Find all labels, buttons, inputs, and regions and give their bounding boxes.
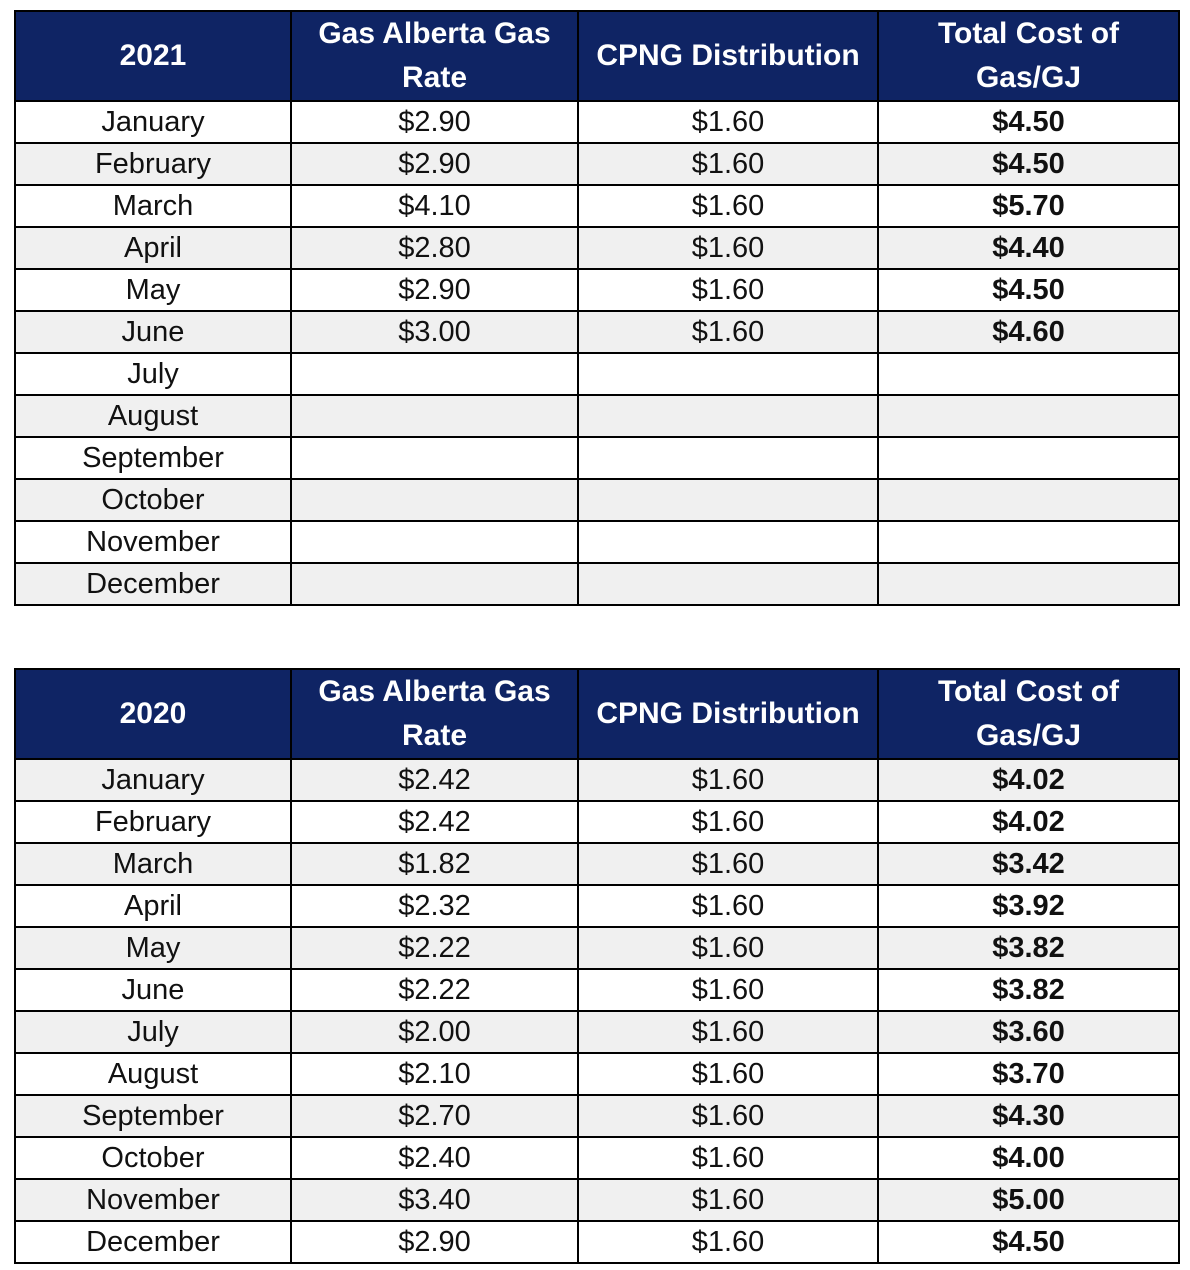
total-cost-cell: $4.60 xyxy=(878,311,1179,353)
total-cost-cell xyxy=(878,521,1179,563)
total-cost-header: Total Cost of Gas/GJ xyxy=(878,669,1179,759)
month-cell: May xyxy=(15,927,291,969)
distribution-cell: $1.60 xyxy=(578,1137,878,1179)
gas-rate-cell: $2.00 xyxy=(291,1011,578,1053)
gas-cost-table-2020 xyxy=(14,668,1180,1264)
table-row xyxy=(15,437,1179,479)
gas-rate-cell: $3.00 xyxy=(291,311,578,353)
gas-rate-cell: $2.32 xyxy=(291,885,578,927)
table-row xyxy=(15,885,1179,927)
total-cost-cell: $4.30 xyxy=(878,1095,1179,1137)
distribution-cell: $1.60 xyxy=(578,969,878,1011)
table-row xyxy=(15,927,1179,969)
gas-rate-cell: $2.90 xyxy=(291,269,578,311)
gas-rate-cell: $2.40 xyxy=(291,1137,578,1179)
total-cost-cell: $4.40 xyxy=(878,227,1179,269)
gas-rate-cell xyxy=(291,353,578,395)
total-cost-cell xyxy=(878,395,1179,437)
distribution-cell: $1.60 xyxy=(578,227,878,269)
gas-rate-cell xyxy=(291,521,578,563)
gas-rate-cell xyxy=(291,479,578,521)
distribution-cell: $1.60 xyxy=(578,185,878,227)
distribution-cell xyxy=(578,353,878,395)
gas-rate-cell: $2.22 xyxy=(291,927,578,969)
gas-rate-cell: $2.90 xyxy=(291,143,578,185)
table-header-row xyxy=(15,669,1179,759)
gas-rate-cell: $3.40 xyxy=(291,1179,578,1221)
table-row xyxy=(15,563,1179,605)
distribution-cell: $1.60 xyxy=(578,269,878,311)
distribution-cell: $1.60 xyxy=(578,759,878,801)
table-row xyxy=(15,1053,1179,1095)
total-cost-cell: $4.02 xyxy=(878,801,1179,843)
gas-rate-cell: $2.80 xyxy=(291,227,578,269)
total-cost-header: Total Cost of Gas/GJ xyxy=(878,11,1179,101)
month-cell: April xyxy=(15,885,291,927)
month-cell: February xyxy=(15,801,291,843)
total-cost-cell: $4.50 xyxy=(878,143,1179,185)
gas-rate-cell xyxy=(291,563,578,605)
table-row xyxy=(15,479,1179,521)
month-cell: July xyxy=(15,353,291,395)
table-row xyxy=(15,1095,1179,1137)
table-row xyxy=(15,1137,1179,1179)
distribution-cell: $1.60 xyxy=(578,101,878,143)
gas-rate-cell: $2.42 xyxy=(291,759,578,801)
table-row xyxy=(15,311,1179,353)
table-header-row xyxy=(15,11,1179,101)
table-row xyxy=(15,1221,1179,1263)
month-cell: August xyxy=(15,395,291,437)
gas-rate-cell: $2.90 xyxy=(291,1221,578,1263)
total-cost-cell: $4.50 xyxy=(878,101,1179,143)
distribution-cell xyxy=(578,479,878,521)
distribution-cell xyxy=(578,521,878,563)
distribution-cell: $1.60 xyxy=(578,1053,878,1095)
distribution-cell: $1.60 xyxy=(578,143,878,185)
distribution-cell: $1.60 xyxy=(578,801,878,843)
table-row xyxy=(15,1179,1179,1221)
total-cost-cell: $3.82 xyxy=(878,969,1179,1011)
month-cell: October xyxy=(15,1137,291,1179)
month-cell: June xyxy=(15,969,291,1011)
gas-rate-cell xyxy=(291,395,578,437)
table-row xyxy=(15,759,1179,801)
gas-rate-cell: $1.82 xyxy=(291,843,578,885)
month-cell: November xyxy=(15,521,291,563)
month-cell: November xyxy=(15,1179,291,1221)
total-cost-cell xyxy=(878,479,1179,521)
month-cell: January xyxy=(15,759,291,801)
distribution-header: CPNG Distribution xyxy=(578,11,878,101)
month-cell: December xyxy=(15,1221,291,1263)
table-row xyxy=(15,801,1179,843)
distribution-cell: $1.60 xyxy=(578,1179,878,1221)
table-row xyxy=(15,227,1179,269)
distribution-cell: $1.60 xyxy=(578,1221,878,1263)
total-cost-cell: $3.60 xyxy=(878,1011,1179,1053)
month-cell: March xyxy=(15,843,291,885)
table-row xyxy=(15,395,1179,437)
distribution-header: CPNG Distribution xyxy=(578,669,878,759)
table-row xyxy=(15,353,1179,395)
month-cell: July xyxy=(15,1011,291,1053)
month-cell: September xyxy=(15,1095,291,1137)
month-cell: August xyxy=(15,1053,291,1095)
gas-rate-cell: $2.10 xyxy=(291,1053,578,1095)
gas-rate-header: Gas Alberta Gas Rate xyxy=(291,11,578,101)
total-cost-cell: $3.92 xyxy=(878,885,1179,927)
month-cell: May xyxy=(15,269,291,311)
table-row xyxy=(15,969,1179,1011)
gas-rate-cell: $2.90 xyxy=(291,101,578,143)
total-cost-cell xyxy=(878,353,1179,395)
month-cell: January xyxy=(15,101,291,143)
distribution-cell xyxy=(578,563,878,605)
month-cell: September xyxy=(15,437,291,479)
distribution-cell: $1.60 xyxy=(578,311,878,353)
month-cell: December xyxy=(15,563,291,605)
total-cost-cell: $4.50 xyxy=(878,269,1179,311)
gas-rate-header: Gas Alberta Gas Rate xyxy=(291,669,578,759)
total-cost-cell: $5.00 xyxy=(878,1179,1179,1221)
month-cell: April xyxy=(15,227,291,269)
table-row xyxy=(15,843,1179,885)
month-cell: October xyxy=(15,479,291,521)
table-row xyxy=(15,269,1179,311)
total-cost-cell xyxy=(878,437,1179,479)
distribution-cell: $1.60 xyxy=(578,1011,878,1053)
distribution-cell: $1.60 xyxy=(578,1095,878,1137)
total-cost-cell: $3.82 xyxy=(878,927,1179,969)
table-row xyxy=(15,143,1179,185)
table-row xyxy=(15,185,1179,227)
total-cost-cell xyxy=(878,563,1179,605)
table-row xyxy=(15,101,1179,143)
gas-rate-cell: $4.10 xyxy=(291,185,578,227)
month-cell: June xyxy=(15,311,291,353)
table-row xyxy=(15,521,1179,563)
distribution-cell xyxy=(578,395,878,437)
month-cell: February xyxy=(15,143,291,185)
gas-rate-cell xyxy=(291,437,578,479)
total-cost-cell: $5.70 xyxy=(878,185,1179,227)
total-cost-cell: $3.70 xyxy=(878,1053,1179,1095)
distribution-cell xyxy=(578,437,878,479)
month-cell: March xyxy=(15,185,291,227)
table-row xyxy=(15,1011,1179,1053)
total-cost-cell: $4.50 xyxy=(878,1221,1179,1263)
gas-cost-table-2021 xyxy=(14,10,1180,606)
year-header: 2020 xyxy=(15,669,291,759)
total-cost-cell: $4.02 xyxy=(878,759,1179,801)
total-cost-cell: $3.42 xyxy=(878,843,1179,885)
gas-rate-cell: $2.42 xyxy=(291,801,578,843)
distribution-cell: $1.60 xyxy=(578,843,878,885)
distribution-cell: $1.60 xyxy=(578,927,878,969)
distribution-cell: $1.60 xyxy=(578,885,878,927)
gas-rate-cell: $2.70 xyxy=(291,1095,578,1137)
gas-rate-cell: $2.22 xyxy=(291,969,578,1011)
year-header: 2021 xyxy=(15,11,291,101)
total-cost-cell: $4.00 xyxy=(878,1137,1179,1179)
